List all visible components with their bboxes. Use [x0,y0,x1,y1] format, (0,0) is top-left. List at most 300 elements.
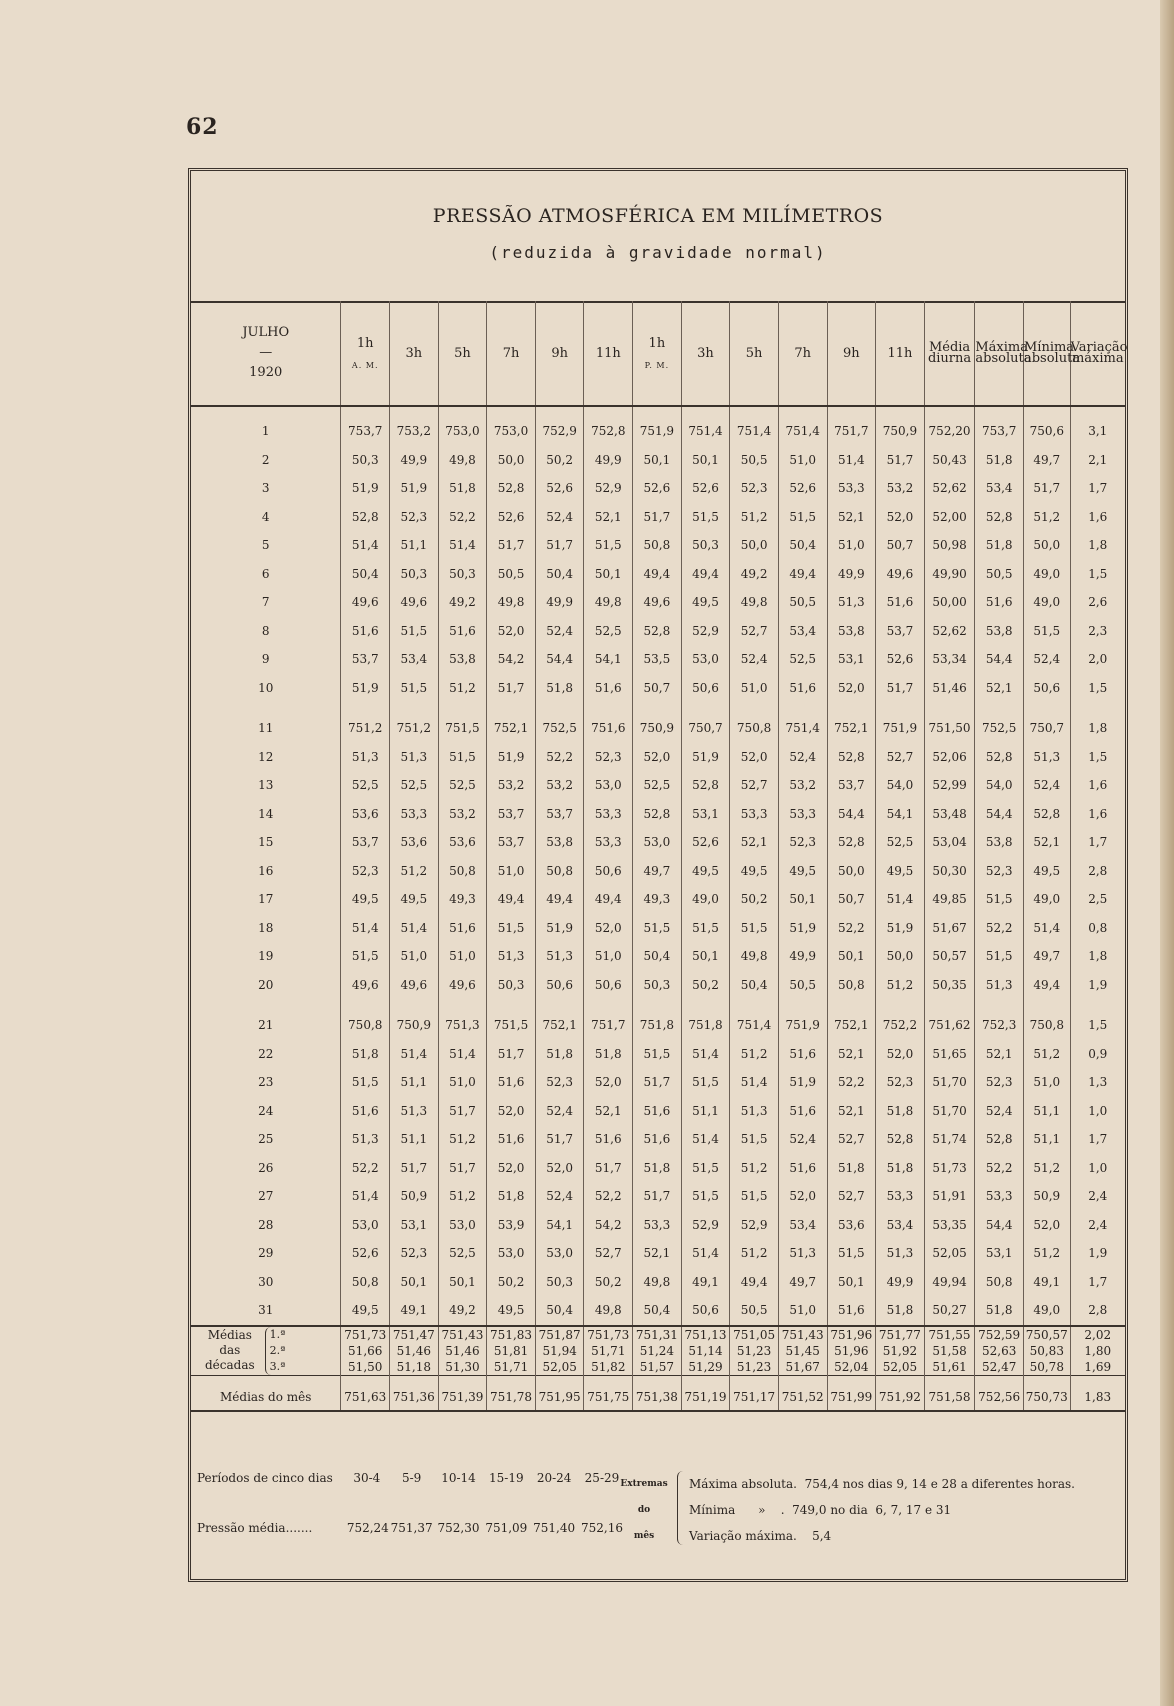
hour-value: 51,9 [681,743,730,772]
hour-value: 50,4 [730,971,779,1000]
hour-value: 53,6 [438,828,487,857]
hour-value: 53,2 [778,771,827,800]
hour-value: 753,0 [438,406,487,446]
hour-value: 52,7 [730,617,779,646]
table-row [191,1154,1125,1183]
hour-value: 53,0 [341,1211,390,1240]
hour-value: 51,4 [438,1040,487,1069]
hour-value: 50,3 [535,1268,584,1297]
hour-value: 51,7 [390,1154,439,1183]
table-row [191,1125,1125,1154]
header-variacao: Variação máxima [1070,301,1125,406]
hour-value: 51,7 [876,446,925,475]
hour-value: 53,5 [633,645,682,674]
hour-value: 52,5 [341,771,390,800]
hour-value: 751,9 [876,702,925,743]
day-cell: 20 [258,977,274,992]
variacao-value: 1,0 [1070,1097,1125,1126]
hour-value: 51,3 [341,1125,390,1154]
table-row [191,1097,1125,1126]
hour-value: 50,8 [633,531,682,560]
hour-value: 50,1 [390,1268,439,1297]
hour-value: 51,6 [341,617,390,646]
maxima-value: 52,8 [975,503,1024,532]
decade-values [584,1326,633,1376]
minima-value: 49,1 [1023,1268,1070,1297]
hour-value: 52,6 [778,474,827,503]
hour-value: 53,3 [390,800,439,829]
hour-value: 751,4 [730,406,779,446]
hour-value: 51,0 [827,531,876,560]
hour-value: 53,2 [876,474,925,503]
hour-value: 752,5 [535,702,584,743]
hour-value: 51,8 [535,674,584,703]
hour-value: 51,9 [778,1068,827,1097]
hour-value: 752,1 [827,999,876,1040]
hour-value: 50,6 [584,971,633,1000]
maxima-value: 52,2 [975,1154,1024,1183]
hour-value: 51,9 [487,743,536,772]
hour-value: 52,5 [778,645,827,674]
hour-value: 49,4 [487,885,536,914]
table-frame [188,168,1128,1582]
pressure-value: 752,24 [346,1521,389,1535]
variacao-value: 1,3 [1070,1068,1125,1097]
hour-value: 751,9 [633,406,682,446]
decade-values [341,1326,390,1376]
var-line: Variação máxima. 5,4 [689,1529,832,1543]
table-row [191,1068,1125,1097]
maxima-value: 53,4 [975,474,1024,503]
decade-value: 51,23 [736,1359,772,1374]
decade-values [535,1326,584,1376]
table-row [191,474,1125,503]
month-means-row [191,1375,1125,1411]
hour-value: 49,2 [438,588,487,617]
hour-value: 50,8 [438,857,487,886]
hour-value: 51,6 [778,1154,827,1183]
hour-value: 51,0 [438,1068,487,1097]
hour-value: 50,5 [730,446,779,475]
decade-value: 51,96 [834,1343,869,1358]
hour-value: 53,4 [390,645,439,674]
hour-value: 50,1 [633,446,682,475]
hour-value: 52,4 [535,1097,584,1126]
variacao-value: 0,8 [1070,914,1125,943]
hour-value: 49,4 [584,885,633,914]
media-value: 50,57 [924,942,975,971]
maxima-value: 54,4 [975,1211,1024,1240]
hour-value: 50,4 [535,560,584,589]
month-mean-value: 751,58 [924,1375,975,1411]
hour-value: 49,8 [584,1296,633,1326]
hour-value: 52,4 [535,503,584,532]
day-cell: 24 [258,1103,274,1118]
hour-value: 751,4 [730,999,779,1040]
media-value: 50,30 [924,857,975,886]
variacao-value: 1,5 [1070,999,1125,1040]
decade-value: 51,50 [348,1359,383,1374]
hour-value: 52,9 [730,1211,779,1240]
day-cell: 12 [258,749,274,764]
media-value: 751,62 [924,999,975,1040]
minima-value: 49,0 [1023,588,1070,617]
hour-value: 51,2 [876,971,925,1000]
hour-value: 50,2 [584,1268,633,1297]
hour-value: 50,7 [827,885,876,914]
page-number: 62 [186,114,219,140]
hour-value: 51,9 [390,474,439,503]
pressure-value: 751,09 [485,1521,528,1535]
variacao-value: 3,1 [1070,406,1125,446]
decade-value: 751,73 [587,1327,630,1342]
hour-value: 52,0 [584,914,633,943]
maxima-value: 51,8 [975,1296,1024,1326]
decade-values [924,1326,975,1376]
decade-value: 1,69 [1084,1359,1112,1374]
media-value: 50,27 [924,1296,975,1326]
table-row [191,588,1125,617]
hour-value: 52,9 [584,474,633,503]
media-value: 49,85 [924,885,975,914]
hour-value: 52,3 [341,857,390,886]
footer [191,1461,1125,1571]
hour-value: 53,0 [633,828,682,857]
hour-value: 52,9 [681,1211,730,1240]
hour-value: 51,6 [633,1125,682,1154]
pressure-value: 751,40 [533,1521,576,1535]
hour-value: 50,3 [390,560,439,589]
table-row [191,645,1125,674]
variacao-value: 2,8 [1070,857,1125,886]
hour-value: 52,1 [633,1239,682,1268]
hour-value: 52,3 [876,1068,925,1097]
day-cell: 13 [258,778,274,793]
hour-value: 52,9 [681,617,730,646]
day-cell: 9 [261,652,270,667]
hour-value: 52,6 [487,503,536,532]
hour-value: 51,5 [778,503,827,532]
hour-value: 753,7 [341,406,390,446]
hour-value: 52,0 [633,743,682,772]
hour-value: 52,6 [681,828,730,857]
decade-value: 51,57 [639,1359,675,1374]
hour-value: 53,1 [390,1211,439,1240]
variacao-value: 1,0 [1070,1154,1125,1183]
decade-value: 51,82 [591,1359,626,1374]
variacao-value: 1,7 [1070,474,1125,503]
hour-value: 51,2 [730,1154,779,1183]
media-value: 50,98 [924,531,975,560]
decade-values [1023,1326,1070,1376]
table-row [191,531,1125,560]
hour-value: 52,1 [827,1097,876,1126]
maxima-value: 51,5 [975,942,1024,971]
maxima-value: 50,5 [975,560,1024,589]
hour-value: 50,8 [535,857,584,886]
variacao-value: 1,9 [1070,1239,1125,1268]
hour-value: 53,2 [535,771,584,800]
hour-value: 53,1 [827,645,876,674]
decade-value: 51,71 [591,1343,626,1358]
hour-value: 750,8 [730,702,779,743]
hour-value: 52,0 [487,617,536,646]
decade-value: 751,31 [635,1327,678,1342]
hour-value: 51,1 [390,1125,439,1154]
hour-value: 750,8 [341,999,390,1040]
hour-value: 53,7 [487,828,536,857]
hour-value: 52,2 [535,743,584,772]
maxima-value: 52,1 [975,1040,1024,1069]
hour-value: 52,6 [876,645,925,674]
hour-value: 51,5 [730,914,779,943]
month-mean-value: 1,83 [1070,1375,1125,1411]
hour-value: 751,9 [778,999,827,1040]
minima-value: 750,6 [1023,406,1070,446]
hour-value: 49,5 [681,857,730,886]
hour-value: 49,6 [633,588,682,617]
hour-value: 51,4 [341,914,390,943]
hour-value: 54,1 [876,800,925,829]
periods-row [197,1471,624,1485]
pressure-value: 751,37 [390,1521,433,1535]
hour-value: 52,5 [876,828,925,857]
maxima-value: 52,8 [975,1125,1024,1154]
hour-value: 49,5 [390,885,439,914]
hour-value: 52,8 [681,771,730,800]
header-row [191,301,1125,406]
hour-value: 50,1 [438,1268,487,1297]
hour-value: 51,5 [681,503,730,532]
hour-value: 752,1 [487,702,536,743]
hour-value: 50,0 [827,857,876,886]
hour-value: 51,3 [390,1097,439,1126]
hour-value: 52,7 [827,1182,876,1211]
hour-value: 51,8 [535,1040,584,1069]
hour-value: 51,6 [778,1040,827,1069]
pressure-table [191,301,1128,1412]
hour-value: 51,4 [341,1182,390,1211]
decade-value: 51,23 [736,1343,772,1358]
decade-value: 751,83 [490,1327,533,1342]
variacao-value: 1,8 [1070,531,1125,560]
variacao-value: 1,7 [1070,828,1125,857]
maxima-value: 53,3 [975,1182,1024,1211]
hour-value: 50,3 [633,971,682,1000]
decade-values [876,1326,925,1376]
maxima-value: 54,4 [975,645,1024,674]
hour-value: 52,4 [730,645,779,674]
media-value: 53,04 [924,828,975,857]
maxima-value: 54,0 [975,771,1024,800]
header-hour: 3h [390,301,439,406]
hour-value: 51,9 [341,474,390,503]
table-row [191,560,1125,589]
hour-value: 52,7 [876,743,925,772]
hour-value: 54,0 [876,771,925,800]
hour-value: 51,3 [876,1239,925,1268]
table-row [191,857,1125,886]
minima-value: 51,7 [1023,474,1070,503]
hour-value: 51,6 [438,914,487,943]
table-row [191,617,1125,646]
hour-value: 51,0 [487,857,536,886]
hour-value: 51,4 [681,1125,730,1154]
hour-value: 51,5 [633,914,682,943]
media-value: 53,34 [924,645,975,674]
hour-value: 53,8 [438,645,487,674]
hour-value: 51,6 [827,1296,876,1326]
month-mean-value: 751,19 [681,1375,730,1411]
variacao-value: 1,6 [1070,800,1125,829]
hour-value: 53,7 [827,771,876,800]
variacao-value: 1,8 [1070,942,1125,971]
header-hour: 11h [876,301,925,406]
minima-value: 50,6 [1023,674,1070,703]
hour-value: 49,8 [730,942,779,971]
hour-value: 51,5 [487,914,536,943]
minima-value: 52,8 [1023,800,1070,829]
hour-value: 51,1 [681,1097,730,1126]
minima-value: 51,2 [1023,503,1070,532]
variacao-value: 2,3 [1070,617,1125,646]
hour-value: 51,0 [730,674,779,703]
decade-value: 751,05 [733,1327,776,1342]
decade-value: 51,92 [882,1343,918,1358]
header-media: Média diurna [924,301,975,406]
maxima-value: 752,3 [975,999,1024,1040]
extremes-label: Extremas do mês [620,1479,668,1541]
hour-value: 49,9 [778,942,827,971]
hour-value: 51,5 [341,942,390,971]
table-title: PRESSÃO ATMOSFÉRICA EM MILÍMETROS [432,205,884,227]
hour-value: 50,5 [487,560,536,589]
table-row [191,1182,1125,1211]
decade-value: 50,78 [1029,1359,1064,1374]
hour-value: 50,6 [681,674,730,703]
minima-value: 49,0 [1023,1296,1070,1326]
maxima-value: 52,1 [975,674,1024,703]
minima-value: 49,4 [1023,971,1070,1000]
table-row [191,828,1125,857]
hour-value: 51,0 [390,942,439,971]
hour-value: 50,2 [730,885,779,914]
decade-value: 52,04 [834,1359,869,1374]
maxima-value: 51,5 [975,885,1024,914]
media-value: 51,67 [924,914,975,943]
hour-value: 51,5 [584,531,633,560]
day-cell: 14 [258,806,274,821]
header-maxima: Máxima absoluta [975,301,1024,406]
decade-values [390,1326,439,1376]
variacao-value: 1,5 [1070,560,1125,589]
media-value: 52,05 [924,1239,975,1268]
hour-value: 52,0 [730,743,779,772]
decade-value: 751,73 [344,1327,387,1342]
title-block [191,171,1125,303]
hour-value: 52,8 [827,828,876,857]
day-cell: 10 [258,680,274,695]
decade-value: 751,43 [441,1327,484,1342]
hour-value: 51,6 [438,617,487,646]
hour-value: 54,1 [535,1211,584,1240]
decade-value: 51,61 [932,1359,967,1374]
hour-value: 51,8 [876,1154,925,1183]
hour-value: 51,8 [876,1296,925,1326]
hour-value: 51,6 [778,674,827,703]
period: 20-24 [536,1471,572,1485]
pressure-value: 752,30 [437,1521,480,1535]
hour-value: 51,5 [681,1182,730,1211]
hour-value: 50,2 [535,446,584,475]
media-value: 52,62 [924,474,975,503]
hour-value: 52,0 [487,1154,536,1183]
hour-value: 49,7 [778,1268,827,1297]
hour-value: 52,5 [390,771,439,800]
hour-value: 751,4 [778,406,827,446]
decade-value: 51,46 [445,1343,480,1358]
hour-value: 52,8 [633,800,682,829]
hour-value: 51,3 [487,942,536,971]
hour-value: 50,0 [876,942,925,971]
hour-value: 51,2 [730,503,779,532]
hour-value: 52,6 [341,1239,390,1268]
hour-value: 51,2 [730,1040,779,1069]
hour-value: 51,4 [827,446,876,475]
hour-value: 51,8 [487,1182,536,1211]
hour-value: 52,7 [730,771,779,800]
day-cell: 25 [258,1132,274,1147]
hour-value: 751,6 [584,702,633,743]
hour-value: 53,0 [535,1239,584,1268]
maxima-value: 52,4 [975,1097,1024,1126]
hour-value: 52,3 [778,828,827,857]
pressure-label: Pressão média....... [197,1521,313,1535]
hour-value: 51,9 [341,674,390,703]
hour-value: 51,3 [730,1097,779,1126]
minima-value: 52,4 [1023,771,1070,800]
decade-value: 51,71 [493,1359,529,1374]
month-mean-value: 751,39 [438,1375,487,1411]
hour-value: 52,2 [827,914,876,943]
maxima-value: 51,8 [975,531,1024,560]
hour-value: 53,3 [584,828,633,857]
hour-value: 49,5 [341,885,390,914]
media-value: 53,48 [924,800,975,829]
hour-value: 49,8 [584,588,633,617]
hour-value: 752,2 [876,999,925,1040]
minima-value: 50,0 [1023,531,1070,560]
hour-value: 50,5 [730,1296,779,1326]
minima-value: 51,2 [1023,1154,1070,1183]
hour-value: 53,2 [438,800,487,829]
hour-value: 51,5 [390,674,439,703]
hour-value: 51,8 [584,1040,633,1069]
decade-value: 51,24 [639,1343,675,1358]
hour-value: 753,0 [487,406,536,446]
maxima-value: 52,2 [975,914,1024,943]
hour-value: 51,7 [487,531,536,560]
hour-value: 53,6 [341,800,390,829]
hour-value: 50,7 [633,674,682,703]
decade-value: 51,18 [396,1359,432,1374]
header-hour: 9h [535,301,584,406]
hour-value: 51,5 [681,1154,730,1183]
hour-value: 51,3 [535,942,584,971]
hour-value: 50,1 [778,885,827,914]
hour-value: 52,2 [341,1154,390,1183]
hour-value: 52,4 [778,1125,827,1154]
